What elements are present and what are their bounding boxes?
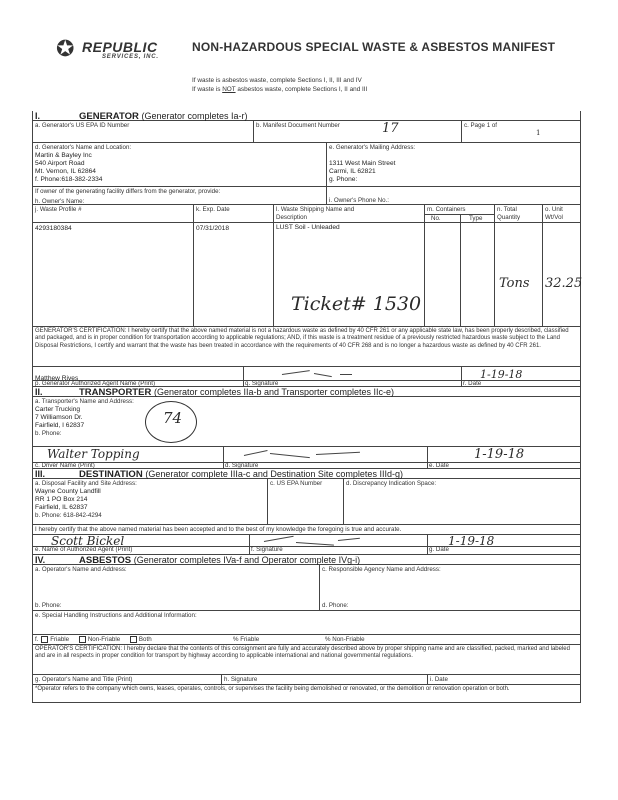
destination-signature-row: I hereby certify that the above named material has been accepted and to the best of my knowledge the foregoing is true and accurate. Scott Bickel 1-19-18 e. Name of Authorized Agent (Print) f. Signature g. Date: [33, 525, 580, 555]
section-number: III.: [35, 469, 46, 479]
operator-signature-field[interactable]: h. Signature: [221, 675, 427, 684]
friable-row: f. Friable Non-Friable Both % Friable % Non-Friable: [33, 635, 580, 645]
both-checkbox[interactable]: [130, 636, 137, 643]
destination-agent-field[interactable]: Scott Bickel: [51, 534, 125, 548]
agency-name-field[interactable]: c. Responsible Agency Name and Address: d. Phone:: [319, 565, 582, 610]
operator-signature-row: [33, 675, 580, 684]
operator-footnote: *Operator refers to the company which owns, leases, operates, controls, or supervises the facility being demolished or renovated, or the demolition or renovation operation or both.: [33, 685, 580, 703]
friable-checkbox[interactable]: [41, 636, 48, 643]
section-number: II.: [35, 387, 43, 397]
transporter-row: [33, 397, 580, 447]
generator-certification: GENERATOR'S CERTIFICATION: I hereby certify that the above named material is not a hazardous waste as defined by 40 CFR 261 or any applicable state law, has been properly described, classified and packaged, and is in proper condition for transportation according to applicable regulations; AND, if this waste is a treatment residue of a previously restricted hazardous waste subject to the Land Disposal Restrictions, I certify and warrant that the waste has been treated in accordance with the requirements of 40 CFR 268 and is no longer a hazardous waste as defined by 40 CFR 261.: [33, 327, 580, 367]
operator-name-title-field[interactable]: g. Operator's Name and Title (Print): [35, 676, 133, 683]
asbestos-operator-row: [33, 565, 580, 611]
section-destination-header: [33, 469, 580, 479]
waste-profile-col[interactable]: j. Waste Profile # 4293180384: [35, 206, 82, 232]
logo-brand: REPUBLIC: [82, 39, 158, 55]
instruction-line-2: If waste is NOT asbestos waste, complete Sections I, II and III: [192, 85, 368, 93]
non-friable-checkbox[interactable]: [79, 636, 86, 643]
manifest-number-field[interactable]: b. Manifest Document Number: [253, 121, 461, 142]
discrepancy-field[interactable]: d. Discrepancy Indication Space:: [343, 479, 582, 524]
owner-row: [33, 187, 580, 205]
generator-row-ids: [33, 121, 580, 143]
section-title: DESTINATION (Generator complete IIIa-c and Destination Site completes IIId-g): [79, 469, 403, 480]
section-asbestos-header: [33, 555, 580, 565]
manifest-number-value: 17: [382, 121, 399, 136]
owner-name-field[interactable]: If owner of the generating facility differs from the generator, provide: h. Owner's Name:: [35, 188, 221, 204]
instructions: [192, 77, 367, 94]
page-total-value: 1: [536, 129, 541, 137]
handwritten-truck-number: 74: [163, 409, 183, 427]
destination-epa-field[interactable]: c. US EPA Number: [267, 479, 343, 524]
destination-date-field[interactable]: 1-19-18: [427, 534, 582, 554]
unit-col[interactable]: o. Unit Wt/Vol: [542, 205, 582, 326]
section-number: I.: [35, 111, 41, 121]
shipping-name-col[interactable]: l. Waste Shipping Name and Description LUST Soil - Unleaded: [273, 205, 424, 326]
special-handling-row[interactable]: e. Special Handling Instructions and Additional Information:: [33, 611, 580, 635]
handwritten-quantity: 32.25: [545, 276, 583, 291]
transporter-name-address[interactable]: a. Transporter's Name and Address: Carter Trucking 7 Williamson Dr. Fairfield, I 62837 b. Phone:: [35, 398, 134, 438]
logo-sub: SERVICES, INC.: [102, 54, 159, 60]
instruction-line-1: If waste is asbestos waste, complete Sections I, II, III and IV: [192, 77, 362, 84]
page-field[interactable]: c. Page 1 of: [461, 121, 582, 142]
exp-date-col[interactable]: k. Exp. Date 07/31/2018: [193, 205, 273, 326]
owner-phone-field[interactable]: i. Owner's Phone No.:: [326, 187, 582, 204]
section-generator-header: [33, 111, 580, 121]
section-number: IV.: [35, 555, 46, 565]
destination-row: [33, 479, 580, 525]
transporter-signature-row: Walter Topping 1-19-18 c. Driver Name (Print) d. Signature e. Date: [33, 447, 580, 469]
disposal-facility-field[interactable]: a. Disposal Facility and Site Address: Wayne County Landfill RR 1 PO Box 214 Fairfield, IL 62837 b. Phone: 618-842-4294: [35, 480, 137, 520]
section-transporter-header: [33, 387, 580, 397]
waste-table: [33, 205, 583, 327]
section-title: ASBESTOS (Generator completes IVa-f and Operator complete IVg-i): [79, 555, 361, 566]
containers-col[interactable]: m. Containers No. Type: [424, 205, 494, 326]
generator-signature-row: Matthew Rives 1-19-18 p. Generator Authorized Agent Name (Print) q. Signature r. Date: [33, 367, 580, 387]
generator-epa-field[interactable]: a. Generator's US EPA ID Number: [35, 122, 130, 129]
handwritten-unit: Tons: [499, 276, 530, 291]
generator-row-address: [33, 143, 580, 187]
operator-name-field[interactable]: a. Operator's Name and Address: b. Phone:: [35, 566, 127, 609]
total-quantity-col[interactable]: n. Total Quantity: [494, 205, 542, 326]
operator-date-field[interactable]: i. Date: [427, 675, 582, 684]
operator-certification: OPERATOR'S CERTIFICATION: I hereby declare that the contents of this consignment are fully and accurately described above by proper shipping name and are classified, packed, marked and labeled and are in all respects in proper condition for transport by highway according to applicable international and national governmental regulations.: [33, 645, 580, 675]
percent-friable[interactable]: % Friable: [233, 636, 260, 643]
section-title: GENERATOR (Generator completes Ia-r): [79, 111, 248, 122]
driver-date-field[interactable]: 1-19-18: [427, 447, 582, 468]
star-logo-icon: ✪: [56, 36, 75, 61]
republic-services-logo: [56, 38, 176, 64]
manifest-form: [32, 111, 581, 703]
generator-mailing-address[interactable]: e. Generator's Mailing Address: 1311 West Main Street Carmi, IL 62821 g. Phone:: [326, 143, 582, 186]
section-title: TRANSPORTER (Generator completes IIa-b and Transporter completes IIc-e): [79, 387, 395, 398]
percent-non-friable[interactable]: % Non-Friable: [325, 636, 365, 643]
generator-name-location[interactable]: d. Generator's Name and Location: Martin & Bayley Inc 540 Airport Road Mt. Vernon, IL 62864 f. Phone:618-382-2334: [35, 144, 132, 184]
driver-name-field[interactable]: Walter Topping: [47, 447, 140, 461]
generator-agent-name[interactable]: Matthew Rives: [35, 375, 79, 382]
handwritten-ticket: Ticket# 1530: [291, 293, 422, 315]
generator-date[interactable]: 1-19-18: [461, 367, 582, 386]
document-title: NON-HAZARDOUS SPECIAL WASTE & ASBESTOS MANIFEST: [192, 40, 556, 54]
